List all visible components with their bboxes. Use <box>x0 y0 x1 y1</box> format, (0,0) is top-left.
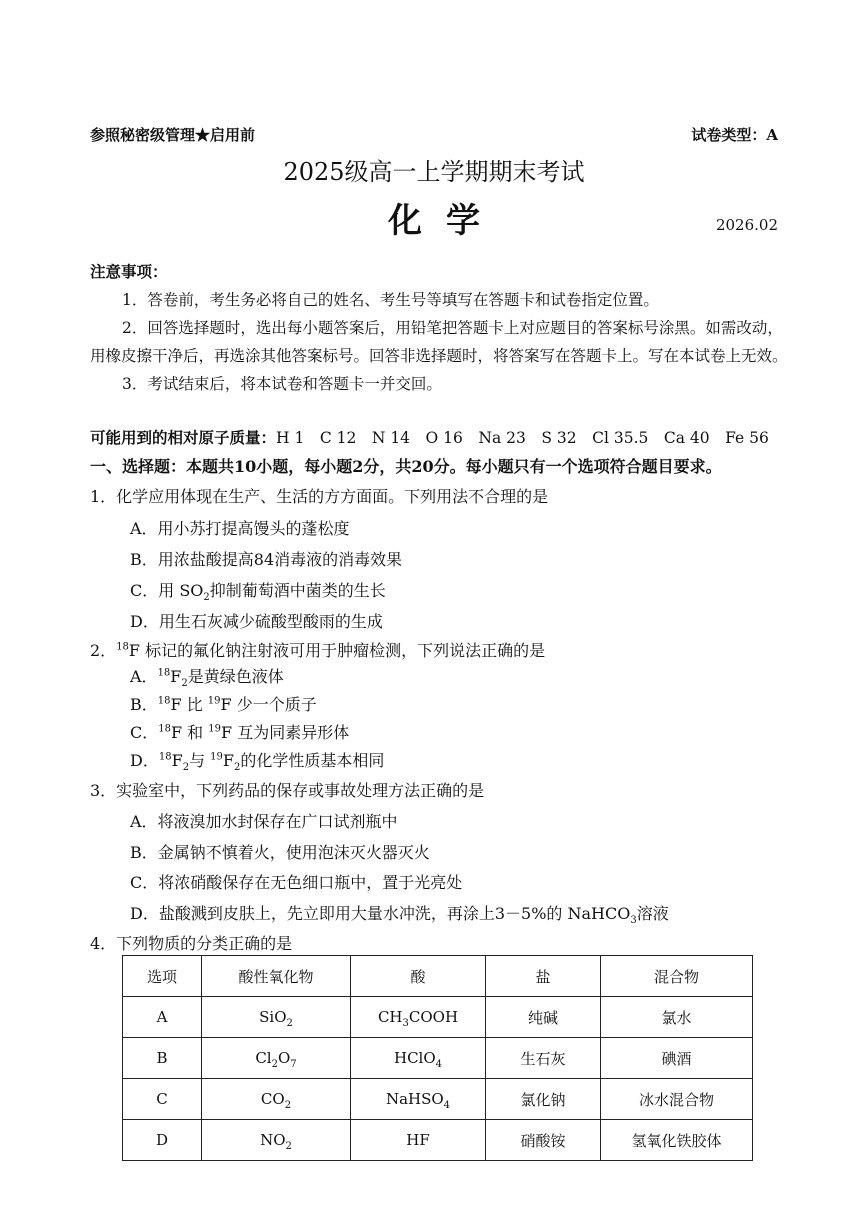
table-row <box>123 1079 753 1120</box>
note-item: 3．考试结束后，将本试卷和答题卡一并交回。 <box>122 375 442 393</box>
note-item: 2．回答选择题时，选出每小题答案后，用铅笔把答题卡上对应题目的答案标号涂黑。如需改动，用橡皮擦干净后，再选涂其他答案标号。回答非选择题时，将答案写在答题卡上。写在本试卷上无效。 <box>90 319 788 365</box>
question-2-stem: 2．$^{18}$F 标记的氟化钠注射液可用于肿瘤检测，下列说法正确的是 <box>90 641 546 660</box>
table-cell-option: C <box>123 1079 202 1120</box>
table-row <box>123 997 753 1038</box>
paper-type-label: 试卷类型：A <box>691 126 778 144</box>
atomic-masses-label: 可能用到的相对原子质量： <box>90 428 277 447</box>
notes-list <box>90 286 790 398</box>
table-header-cell: 选项 <box>123 956 202 997</box>
table-cell-acid: NaHSO$_4$ <box>351 1079 486 1120</box>
question-4-stem: 4．下列物质的分类正确的是 <box>90 934 293 953</box>
table-cell-option: B <box>123 1038 202 1079</box>
question-3-stem: 3．实验室中，下列药品的保存或事故处理方法正确的是 <box>90 781 485 800</box>
q1-option-a: A．用小苏打提高馒头的蓬松度 <box>130 519 350 538</box>
table-cell-oxide: $CO_2$ <box>202 1079 351 1120</box>
table-header-cell: 酸 <box>351 956 486 997</box>
subject-title: 化学 <box>388 201 504 241</box>
question-1-stem: 1．化学应用体现在生产、生活的方方面面。下列用法不合理的是 <box>90 487 549 506</box>
q1-option-b: B．用浓盐酸提高84消毒液的消毒效果 <box>130 550 403 569</box>
table-header-row <box>123 956 753 997</box>
notes-heading: 注意事项： <box>90 262 168 281</box>
section-title: 一、选择题：本题共10小题，每小题2分，共20分。每小题只有一个选项符合题目要求。 <box>90 457 722 476</box>
table-cell-salt: 生石灰 <box>486 1038 601 1079</box>
q3-option-b: B．金属钠不慎着火，使用泡沫灭火器灭火 <box>130 843 430 862</box>
page-header <box>90 124 778 148</box>
table-cell-oxide: $Cl_2O_7$ <box>202 1038 351 1079</box>
table-cell-option: D <box>123 1120 202 1161</box>
table-cell-mixture: 冰水混合物 <box>601 1079 753 1120</box>
q2-option-a: A．$^{18}F_2$是黄绿色液体 <box>130 667 284 690</box>
table-header-cell: 盐 <box>486 956 601 997</box>
atomic-masses <box>90 426 790 448</box>
table-row <box>123 1120 753 1161</box>
table-cell-acid: HClO$_4$ <box>351 1038 486 1079</box>
table-cell-mixture: 碘酒 <box>601 1038 753 1079</box>
q2-option-c: C．$^{18}$F 和 $^{19}$F 互为同素异形体 <box>130 723 350 742</box>
exam-date: 2026.02 <box>715 216 778 234</box>
q3-option-c: C．将浓硝酸保存在无色细口瓶中，置于光亮处 <box>130 873 463 892</box>
table-header-cell: 酸性氧化物 <box>202 956 351 997</box>
classification-table <box>122 955 753 1161</box>
q1-option-c: C．用 $SO_2$抑制葡萄酒中菌类的生长 <box>130 581 386 604</box>
table-cell-option: A <box>123 997 202 1038</box>
q3-option-a: A．将液溴加水封保存在广口试剂瓶中 <box>130 812 398 831</box>
q3-option-d: D．盐酸溅到皮肤上，先立即用大量水冲洗，再涂上3－5%的 NaHCO$_3$溶液 <box>130 904 669 927</box>
q2-option-b: B．$^{18}$F 比 $^{19}$F 少一个质子 <box>130 695 317 714</box>
table-cell-oxide: $NO_2$ <box>202 1120 351 1161</box>
table-cell-mixture: 氢氧化铁胶体 <box>601 1120 753 1161</box>
q1-option-d: D．用生石灰减少硫酸型酸雨的生成 <box>130 612 383 631</box>
table-cell-salt: 氯化钠 <box>486 1079 601 1120</box>
atomic-masses-values: H 1 C 12 N 14 O 16 Na 23 S 32 Cl 35.5 Ca 40 Fe 56 <box>276 429 769 447</box>
table-cell-salt: 纯碱 <box>486 997 601 1038</box>
table-cell-acid: HF <box>351 1120 486 1161</box>
table-header-cell: 混合物 <box>601 956 753 997</box>
table-cell-oxide: SiO$_2$ <box>202 997 351 1038</box>
confidentiality-label: 参照秘密级管理★启用前 <box>90 126 256 144</box>
table-cell-acid: $CH_3COOH$ <box>351 997 486 1038</box>
q2-option-d: D．$^{18}F_2$与 $^{19}F_2$的化学性质基本相同 <box>130 751 385 774</box>
note-item: 1．答卷前，考生务必将自己的姓名、考生号等填写在答题卡和试卷指定位置。 <box>122 291 659 309</box>
table-row <box>123 1038 753 1079</box>
exam-title: 2025级高一上学期期末考试 <box>283 158 585 186</box>
table-cell-salt: 硝酸铵 <box>486 1120 601 1161</box>
table-cell-mixture: 氯水 <box>601 997 753 1038</box>
